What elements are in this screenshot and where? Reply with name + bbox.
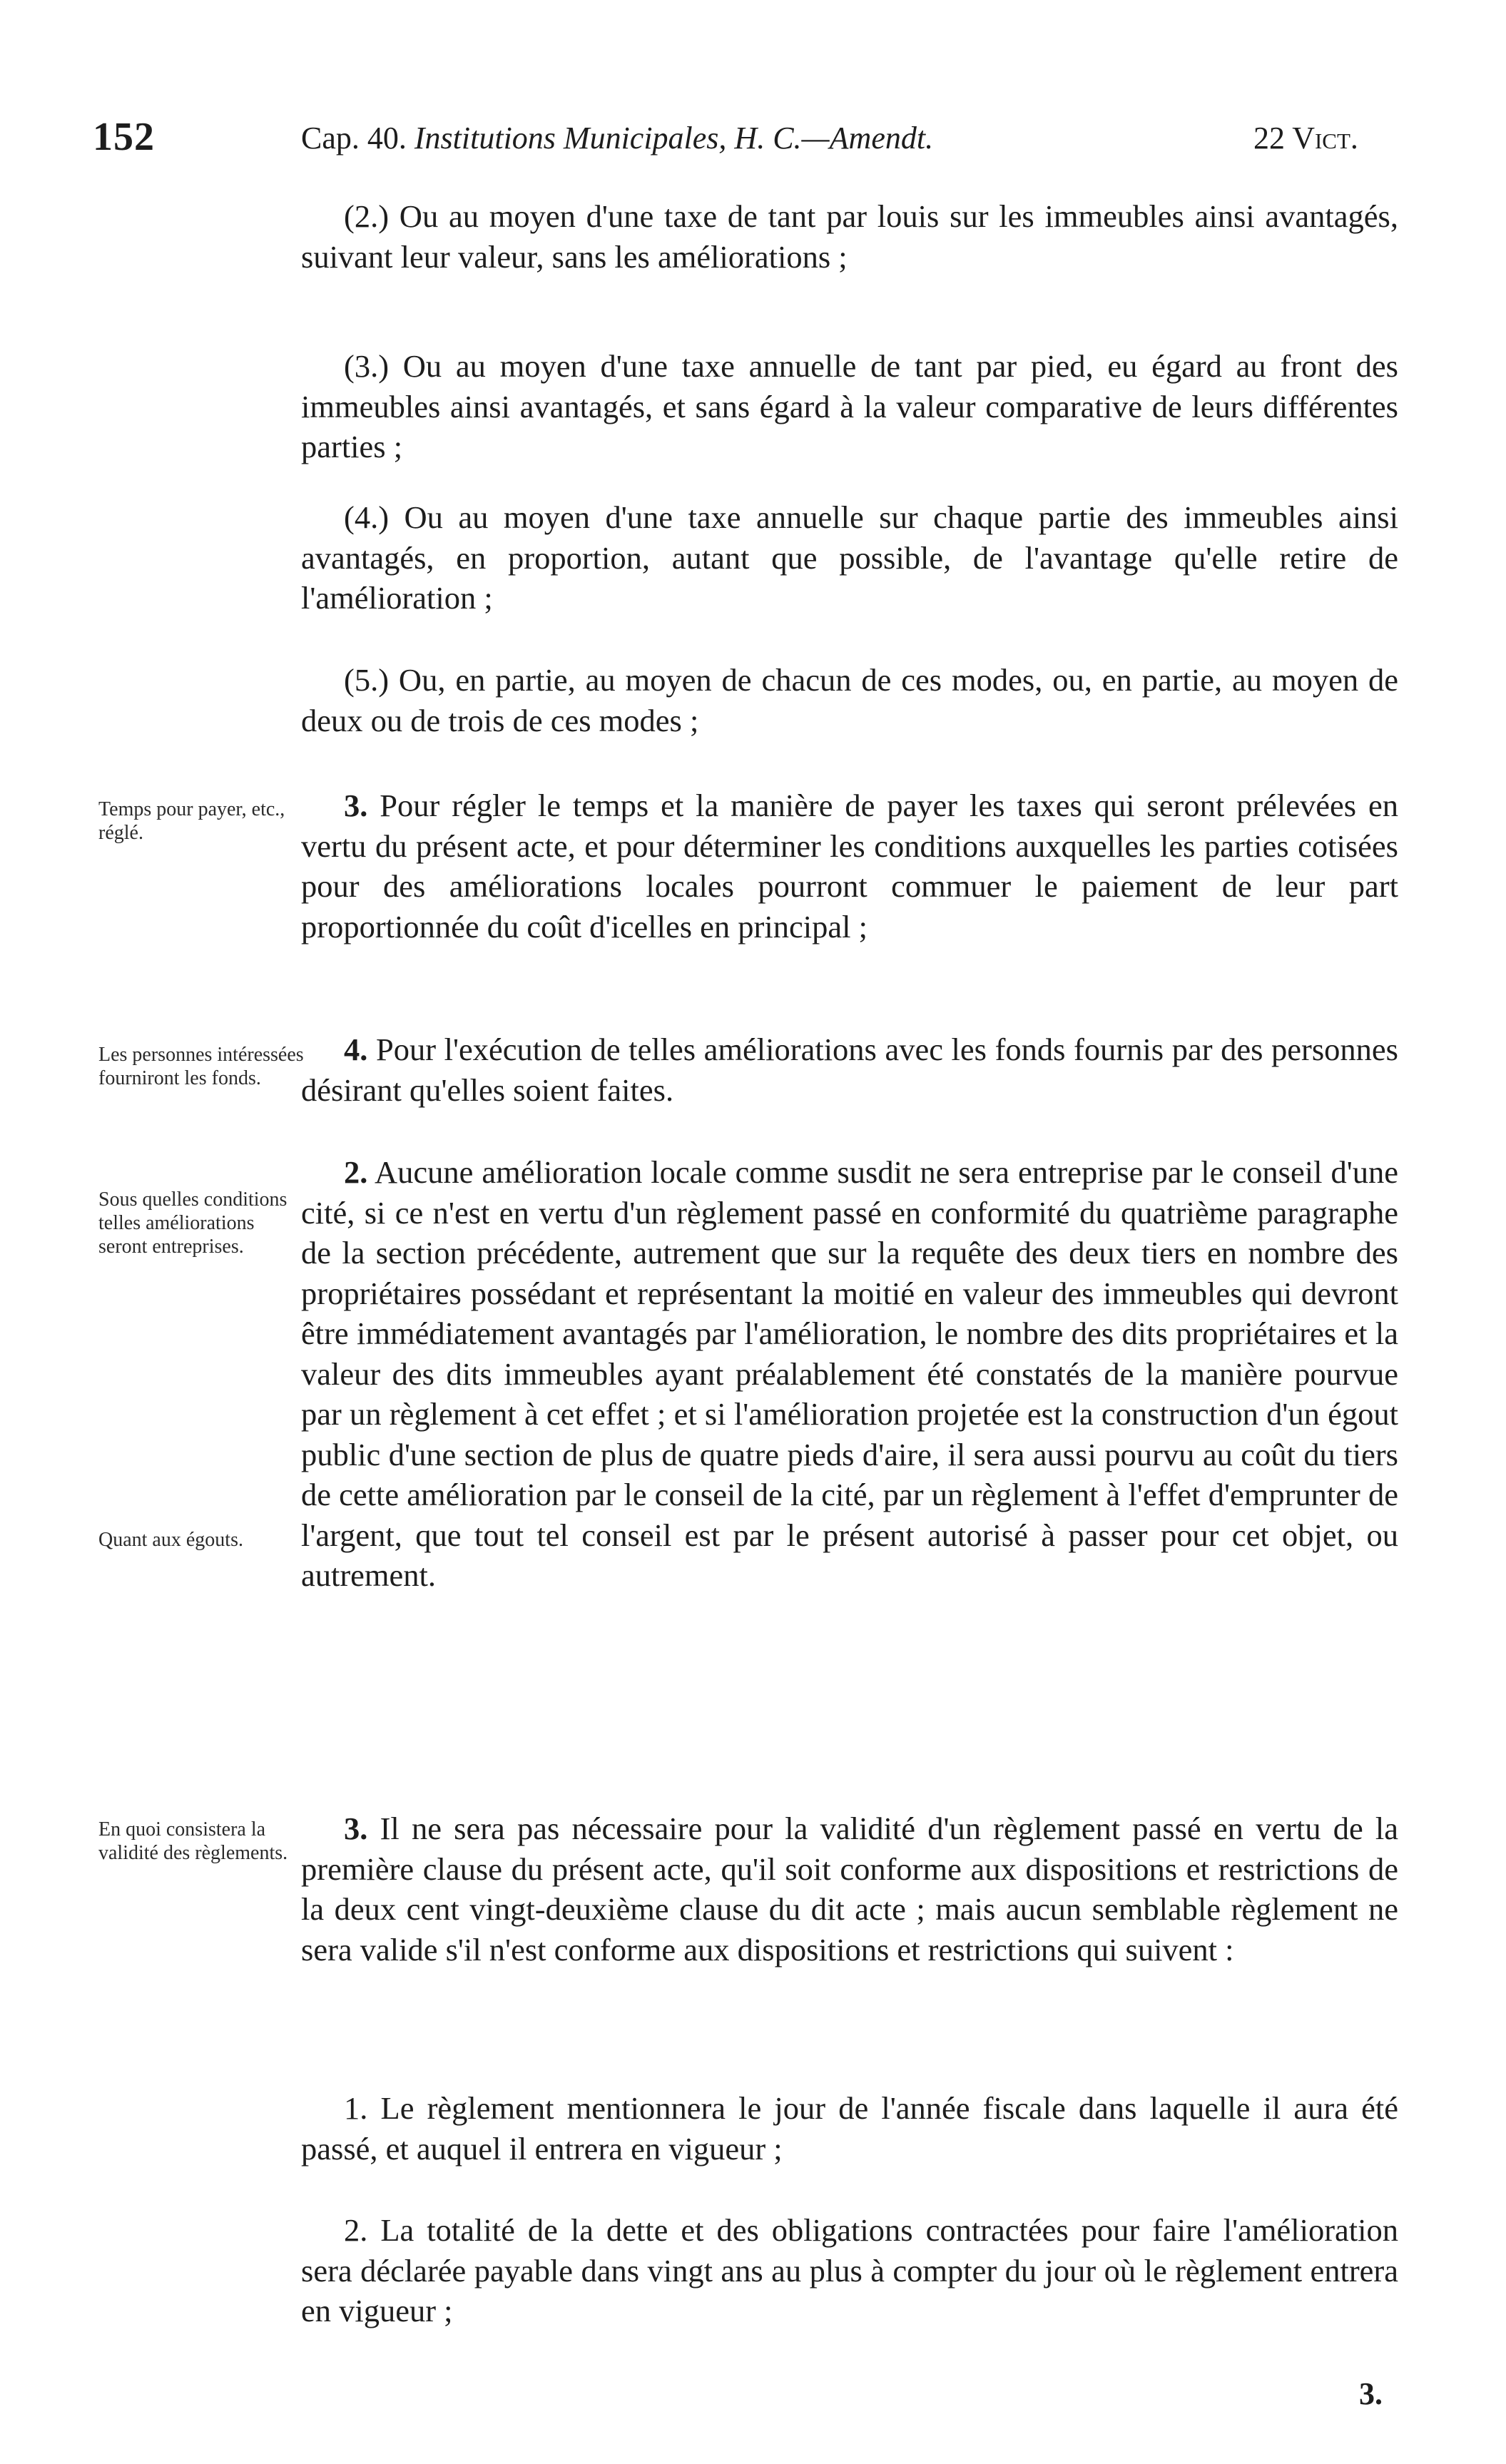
paragraph-4: (4.) Ou au moyen d'une taxe annuelle sur chaque partie des immeubles ainsi avantagés, en proportion, autant que possible, de l'avantage qu'elle retire de l'amélioration ;: [301, 499, 1398, 616]
subsection-3-number: 3.: [344, 788, 368, 823]
paragraph-3: (3.) Ou au moyen d'une taxe annuelle de tant par pied, eu égard au front des immeubles ainsi avantagés, et sans égard à la valeur comparative de leurs différentes parties ;: [301, 348, 1398, 464]
chapter-label: Cap. 40.: [301, 121, 407, 156]
section-2-text: Aucune amélioration locale comme susdit ne sera entreprise par le conseil d'une cité, si ce n'est en vertu d'un règlement passé en conformité du quatrième paragraphe de la section précédente, autrement que sur la requête des deux tiers en nombre des propriétaires possédant et représentant la moitié en valeur des immeubles qui devront être immédiatement avantagés par l'amélioration, le nombre des dits propriétaires et la valeur des dits immeubles ayant préalablement été constatés de la manière pourvue par un règlement à cet effet ; et si l'amélioration projetée est la construction d'un égout public d'une section de plus de quatre pieds d'aire, il sera aussi pourvu au coût du tiers de cette amélioration par le conseil de la cité, par un règlement à l'effet d'emprunter de l'argent, que tout tel conseil est par le présent autorisé à passer pour cet objet, ou autrement.: [301, 1154, 1398, 1593]
section-2-number: 2.: [344, 1154, 368, 1190]
margin-note-validite: En quoi consistera la validité des règlements.: [98, 1818, 288, 1864]
condition-item-1: 1. Le règlement mentionnera le jour de l'année fiscale dans laquelle il aura été passé, et auquel il entrera en vigueur ;: [301, 2090, 1398, 2167]
subsection-3-text: Pour régler le temps et la manière de payer les taxes qui seront prélevées en vertu du présent acte, et pour déterminer les conditions auxquelles les parties cotisées pour des améliorations locales pourront commuer le paiement de leur part proportionnée du coût d'icelles en principal ;: [301, 788, 1398, 945]
regnal-year: 22 Vict.: [1253, 121, 1358, 156]
margin-note-temps: Temps pour payer, etc., réglé.: [98, 798, 285, 844]
margin-note-egouts: Quant aux égouts.: [98, 1529, 243, 1551]
margin-note-conditions: Sous quelles conditions telles améliorations seront entreprises.: [98, 1188, 288, 1258]
subsection-3: [301, 785, 1398, 947]
running-header: [93, 114, 1398, 166]
subsection-4-text: Pour l'exécution de telles améliorations avec les fonds fournis par des personnes désirant qu'elles soient faites.: [301, 1032, 1398, 1108]
act-title: Institutions Municipales, H. C.—Amendt.: [414, 121, 934, 156]
paragraph-5: (5.) Ou, en partie, au moyen de chacun de ces modes, ou, en partie, au moyen de deux ou de trois de ces modes ;: [301, 662, 1398, 738]
paragraph-2: (2.) Ou au moyen d'une taxe de tant par louis sur les immeubles ainsi avantagés, suivant leur valeur, sans les améliorations ;: [301, 198, 1398, 275]
subsection-4: [301, 1029, 1398, 1110]
section-3: [301, 1808, 1398, 1970]
subsection-4-number: 4.: [344, 1032, 368, 1067]
section-3-number: 3.: [344, 1811, 368, 1846]
margin-note-personnes: Les personnes intéressées fourniront les fonds.: [98, 1044, 304, 1089]
running-head: [301, 120, 1358, 156]
catchword: 3.: [1359, 2376, 1383, 2411]
page-number: 152: [93, 115, 155, 159]
section-2: [301, 1152, 1398, 1596]
section-3-text: Il ne sera pas nécessaire pour la validité d'un règlement passé en vertu de la première clause du présent acte, qu'il soit conforme aux dispositions et restrictions de la deux cent vingt-deuxième clause du dit acte ; mais aucun semblable règlement ne sera valide s'il n'est conforme aux dispositions et restrictions qui suivent :: [301, 1811, 1399, 1967]
condition-item-2: 2. La totalité de la dette et des obligations contractées pour faire l'amélioration sera déclarée payable dans vingt ans au plus à compter du jour où le règlement entrera en vigueur ;: [301, 2212, 1398, 2328]
